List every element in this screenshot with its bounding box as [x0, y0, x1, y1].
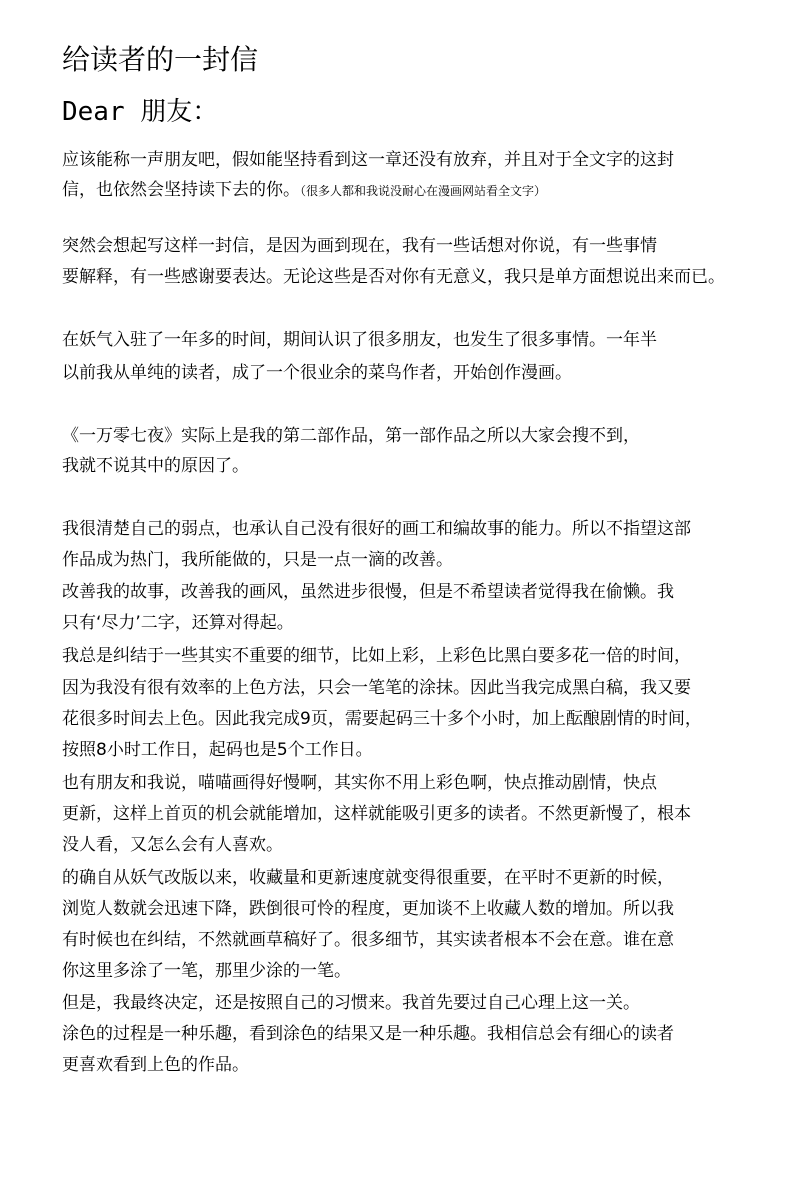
paragraph-5-line-14: 有时候也在纠结，不然就画草稿好了。很多细节，其实读者根本不会在意。谁在意: [62, 930, 674, 950]
paragraph-5-line-13: 浏览人数就会迅速下降，跌倒很可怜的程度，更加谈不上收藏人数的增加。所以我: [62, 899, 674, 919]
paragraph-5-line-15: 你这里多涂了一笔，那里少涂的一笔。: [62, 961, 351, 981]
paragraph-5-line-17: 涂色的过程是一种乐趣，看到涂色的结果又是一种乐趣。我相信总会有细心的读者: [62, 1024, 674, 1044]
paragraph-5-line-18: 更喜欢看到上色的作品。: [62, 1055, 249, 1075]
paragraph-5-line-4: 只有‘尽力’二字，还算对得起。: [62, 613, 294, 633]
paragraph-3-line-1: 在妖气入驻了一年多的时间，期间认识了很多朋友，也发生了很多事情。一年半: [62, 330, 657, 350]
paragraph-5-line-11: 没人看，又怎么会有人喜欢。: [62, 835, 283, 855]
letter-title: 给读者的一封信: [62, 43, 259, 76]
paragraph-1-line-1: 应该能称一声朋友吧，假如能坚持看到这一章还没有放弃，并且对于全文字的这封: [62, 150, 674, 170]
paragraph-5-line-3: 改善我的故事，改善我的画风，虽然进步很慢，但是不希望读者觉得我在偷懒。我: [62, 582, 674, 602]
paragraph-4-line-1: 《一万零七夜》实际上是我的第二部作品，第一部作品之所以大家会搜不到，: [62, 426, 640, 446]
paragraph-2-line-2: 要解释，有一些感谢要表达。无论这些是否对你有无意义，我只是单方面想说出来而已。: [62, 267, 725, 287]
letter-greeting: [62, 92, 218, 132]
paragraph-2-line-1: 突然会想起写这样一封信，是因为画到现在，我有一些话想对你说，有一些事情: [62, 236, 657, 256]
paragraph-5-line-16: 但是，我最终决定，还是按照自己的习惯来。我首先要过自己心理上这一关。: [62, 993, 640, 1013]
paragraph-5-line-7: 花很多时间去上色。因此我完成9页，需要起码三十多个小时，加上酝酿剧情的时间，: [62, 709, 702, 729]
paragraph-5-line-12: 的确自从妖气改版以来，收藏量和更新速度就变得很重要，在平时不更新的时候，: [62, 868, 674, 888]
paragraph-1-line-2-text: 信，也依然会坚持读下去的你。: [62, 180, 300, 200]
paragraph-5-line-6: 因为我没有很有效率的上色方法，只会一笔笔的涂抹。因此当我完成黑白稿，我又要: [62, 678, 691, 698]
paragraph-5-line-9: 也有朋友和我说，喵喵画得好慢啊，其实你不用上彩色啊，快点推动剧情，快点: [62, 773, 657, 793]
paragraph-5-line-1: 我很清楚自己的弱点，也承认自己没有很好的画工和编故事的能力。所以不指望这部: [62, 519, 691, 539]
paragraph-5-line-5: 我总是纠结于一些其实不重要的细节，比如上彩，上彩色比黑白要多花一倍的时间，: [62, 646, 691, 666]
greeting-latin: Dear: [62, 97, 141, 127]
paragraph-1-line-2: [62, 178, 546, 203]
paragraph-5-line-8: 按照8小时工作日，起码也是5个工作日。: [62, 740, 373, 760]
paragraph-4-line-2: 我就不说其中的原因了。: [62, 456, 249, 476]
paragraph-5-line-2: 作品成为热门，我所能做的，只是一点一滴的改善。: [62, 550, 453, 570]
paragraph-1-note: （很多人都和我说没耐心在漫画网站看全文字）: [300, 184, 547, 198]
greeting-cjk: 朋友：: [140, 97, 219, 127]
paragraph-5-line-10: 更新，这样上首页的机会就能增加，这样就能吸引更多的读者。不然更新慢了，根本: [62, 804, 691, 824]
paragraph-3-line-2: 以前我从单纯的读者，成了一个很业余的菜鸟作者，开始创作漫画。: [62, 363, 572, 383]
